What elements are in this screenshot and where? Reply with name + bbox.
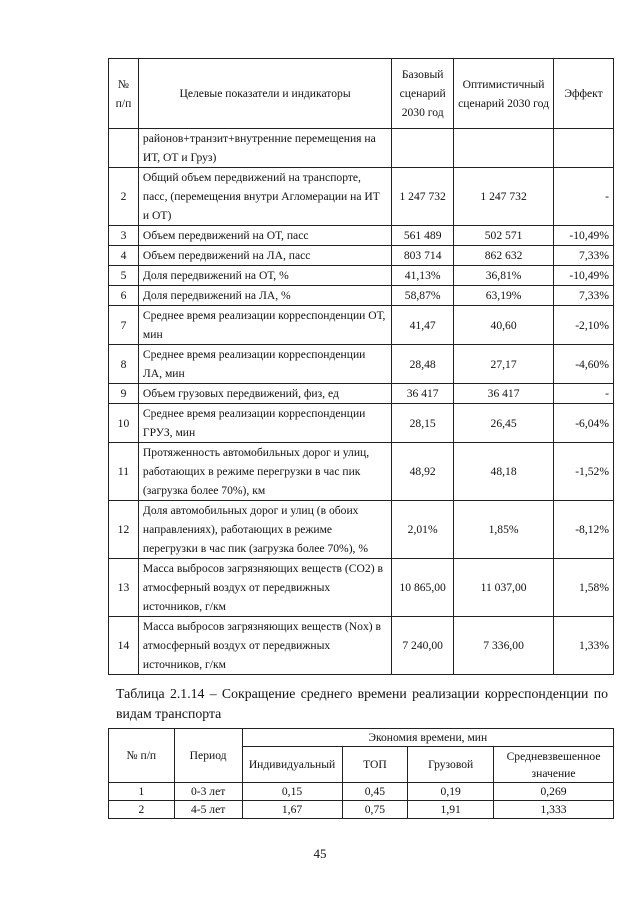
row-indicator: Протяженность автомобильных дорог и улиц, работающих в режиме перегрузки в час пик (загрузка более 70%), км xyxy=(138,443,391,501)
row-effect: -10,49% xyxy=(554,266,614,286)
header-indicator: Целевые показатели и индикаторы xyxy=(138,59,391,129)
row-optimistic-value: 862 632 xyxy=(454,246,554,266)
row-effect: -8,12% xyxy=(554,501,614,559)
table-row xyxy=(109,801,614,819)
savings-row-weighted: 1,333 xyxy=(494,801,614,819)
row-indicator: Масса выбросов загрязняющих веществ (Nox) в атмосферный воздух от передвижных источников, г/км xyxy=(138,617,391,675)
row-effect: 1,58% xyxy=(554,559,614,617)
table-row xyxy=(109,384,614,404)
savings-header-top: ТОП xyxy=(342,747,408,783)
savings-row-top: 0,45 xyxy=(342,783,408,801)
row-optimistic-value: 502 571 xyxy=(454,226,554,246)
row-optimistic-value: 63,19% xyxy=(454,286,554,306)
row-base-value: 41,47 xyxy=(392,306,454,345)
row-num: 13 xyxy=(109,559,139,617)
row-num: 14 xyxy=(109,617,139,675)
row-base-value: 561 489 xyxy=(392,226,454,246)
row-base-value: 36 417 xyxy=(392,384,454,404)
row-optimistic-value: 1 247 732 xyxy=(454,168,554,226)
row-optimistic-value: 26,45 xyxy=(454,404,554,443)
row-num: 10 xyxy=(109,404,139,443)
table-row xyxy=(109,226,614,246)
row-indicator: Среднее время реализации корреспонденции ЛА, мин xyxy=(138,345,391,384)
savings-header-row-1 xyxy=(109,729,614,747)
row-optimistic-value: 1,85% xyxy=(454,501,554,559)
row-effect: -6,04% xyxy=(554,404,614,443)
row-indicator: Объем передвижений на ЛА, пасс xyxy=(138,246,391,266)
row-num: 7 xyxy=(109,306,139,345)
row-indicator: Доля автомобильных дорог и улиц (в обоих направлениях), работающих в режиме перегрузки в час пик (загрузка более 70%), % xyxy=(138,501,391,559)
row-base-value: 28,15 xyxy=(392,404,454,443)
row-base-value: 7 240,00 xyxy=(392,617,454,675)
continuation-text: районов+транзит+внутренние перемещения на ИТ, ОТ и Груз) xyxy=(138,129,391,168)
savings-row-individual: 1,67 xyxy=(242,801,342,819)
row-optimistic-value: 7 336,00 xyxy=(454,617,554,675)
indicators-header-row xyxy=(109,59,614,129)
row-indicator: Общий объем передвижений на транспорте, пасс, (перемещения внутри Агломерации на ИТ и ОТ) xyxy=(138,168,391,226)
row-indicator: Масса выбросов загрязняющих веществ (СО2) в атмосферный воздух от передвижных источников, г/км xyxy=(138,559,391,617)
row-effect: - xyxy=(554,168,614,226)
table-row xyxy=(109,168,614,226)
row-indicator: Доля передвижений на ЛА, % xyxy=(138,286,391,306)
savings-row-period: 0-3 лет xyxy=(174,783,242,801)
header-effect: Эффект xyxy=(554,59,614,129)
row-num: 9 xyxy=(109,384,139,404)
row-effect: 7,33% xyxy=(554,246,614,266)
row-num: 2 xyxy=(109,168,139,226)
row-num: 6 xyxy=(109,286,139,306)
table-row xyxy=(109,286,614,306)
savings-row-weighted: 0,269 xyxy=(494,783,614,801)
savings-row-cargo: 1,91 xyxy=(408,801,494,819)
table-row xyxy=(109,306,614,345)
savings-header-weighted: Средневзвешенное значение xyxy=(494,747,614,783)
savings-row-cargo: 0,19 xyxy=(408,783,494,801)
row-num: 3 xyxy=(109,226,139,246)
row-base-value: 803 714 xyxy=(392,246,454,266)
table-caption: Таблица 2.1.14 – Сокращение среднего времени реализации корреспонденции по видам транспорта xyxy=(116,686,608,721)
table-row xyxy=(109,617,614,675)
page-number: 45 xyxy=(313,846,327,861)
row-base-value: 48,92 xyxy=(392,443,454,501)
row-base-value: 58,87% xyxy=(392,286,454,306)
savings-row-num: 2 xyxy=(109,801,175,819)
row-indicator: Доля передвижений на ОТ, % xyxy=(138,266,391,286)
savings-header-num: № п/п xyxy=(109,729,175,783)
row-num: 11 xyxy=(109,443,139,501)
row-num: 8 xyxy=(109,345,139,384)
table-row xyxy=(109,501,614,559)
savings-row-top: 0,75 xyxy=(342,801,408,819)
row-optimistic-value: 36 417 xyxy=(454,384,554,404)
row-num: 12 xyxy=(109,501,139,559)
indicators-table xyxy=(108,58,614,675)
row-effect: -10,49% xyxy=(554,226,614,246)
row-optimistic-value: 11 037,00 xyxy=(454,559,554,617)
time-savings-table xyxy=(108,728,614,819)
row-effect: -1,52% xyxy=(554,443,614,501)
row-effect: -2,10% xyxy=(554,306,614,345)
header-base-scenario: Базовый сценарий 2030 год xyxy=(392,59,454,129)
row-effect: 7,33% xyxy=(554,286,614,306)
table-row xyxy=(109,345,614,384)
table-row xyxy=(109,559,614,617)
row-base-value: 41,13% xyxy=(392,266,454,286)
row-indicator: Среднее время реализации корреспонденции ОТ, мин xyxy=(138,306,391,345)
row-num: 5 xyxy=(109,266,139,286)
table-row xyxy=(109,783,614,801)
row-effect: - xyxy=(554,384,614,404)
savings-header-individual: Индивидуальный xyxy=(242,747,342,783)
row-indicator: Объем грузовых передвижений, физ, ед xyxy=(138,384,391,404)
continuation-num xyxy=(109,129,139,168)
row-effect: 1,33% xyxy=(554,617,614,675)
savings-header-period: Период xyxy=(174,729,242,783)
indicators-body xyxy=(109,129,614,675)
row-optimistic-value: 27,17 xyxy=(454,345,554,384)
row-optimistic-value: 40,60 xyxy=(454,306,554,345)
row-optimistic-value: 48,18 xyxy=(454,443,554,501)
table-row xyxy=(109,266,614,286)
row-base-value: 28,48 xyxy=(392,345,454,384)
row-num: 4 xyxy=(109,246,139,266)
row-effect: -4,60% xyxy=(554,345,614,384)
savings-row-individual: 0,15 xyxy=(242,783,342,801)
header-optimistic-scenario: Оптимистичный сценарий 2030 год xyxy=(454,59,554,129)
row-indicator: Объем передвижений на ОТ, пасс xyxy=(138,226,391,246)
savings-header-group: Экономия времени, мин xyxy=(242,729,613,747)
row-base-value: 10 865,00 xyxy=(392,559,454,617)
savings-header-cargo: Грузовой xyxy=(408,747,494,783)
savings-row-period: 4-5 лет xyxy=(174,801,242,819)
row-base-value: 2,01% xyxy=(392,501,454,559)
savings-row-num: 1 xyxy=(109,783,175,801)
row-optimistic-value: 36,81% xyxy=(454,266,554,286)
table-row xyxy=(109,246,614,266)
row-indicator: Среднее время реализации корреспонденции ГРУЗ, мин xyxy=(138,404,391,443)
table-row xyxy=(109,443,614,501)
table-row xyxy=(109,404,614,443)
row-base-value: 1 247 732 xyxy=(392,168,454,226)
continuation-row xyxy=(109,129,614,168)
savings-body xyxy=(109,783,614,819)
header-num: № п/п xyxy=(109,59,139,129)
